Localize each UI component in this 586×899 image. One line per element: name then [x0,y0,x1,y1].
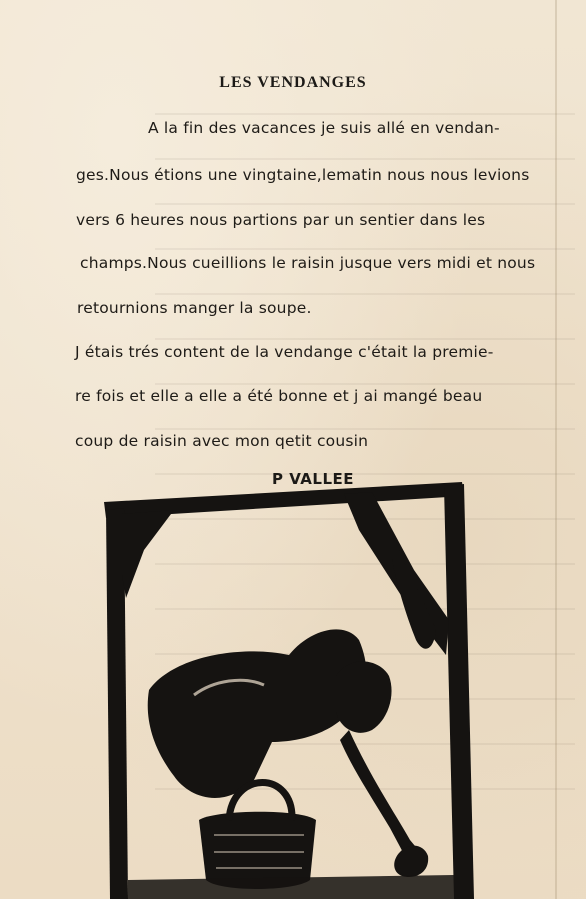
text-line-3: vers 6 heures nous partions par un sentier dans les [76,211,486,229]
figure-hand [394,846,428,877]
text-line-6: J étais trés content de la vendange c'était la premie- [75,343,494,361]
author-signature: P VALLEE [272,470,355,488]
figure-arm [340,730,420,858]
page-fold-line [555,0,557,899]
branch-left [122,510,174,598]
text-line-7: re fois et elle a elle a été bonne et j ai mangé beau [75,387,483,405]
text-line-1: A la fin des vacances je suis allé en vendan- [148,119,500,137]
ground [128,875,454,899]
text-line-8: coup de raisin avec mon qetit cousin [75,432,369,450]
woodcut-illustration [104,480,482,899]
text-line-2: ges.Nous étions une vingtaine,lematin nous nous levions [76,166,530,184]
figure-dress [148,629,367,798]
figure-head [336,661,392,732]
frame-right [444,484,474,899]
text-line-4: champs.Nous cueillions le raisin jusque vers midi et nous [80,254,536,272]
page-title: LES VENDANGES [219,74,367,91]
text-line-5: retournions manger la soupe. [77,299,312,317]
